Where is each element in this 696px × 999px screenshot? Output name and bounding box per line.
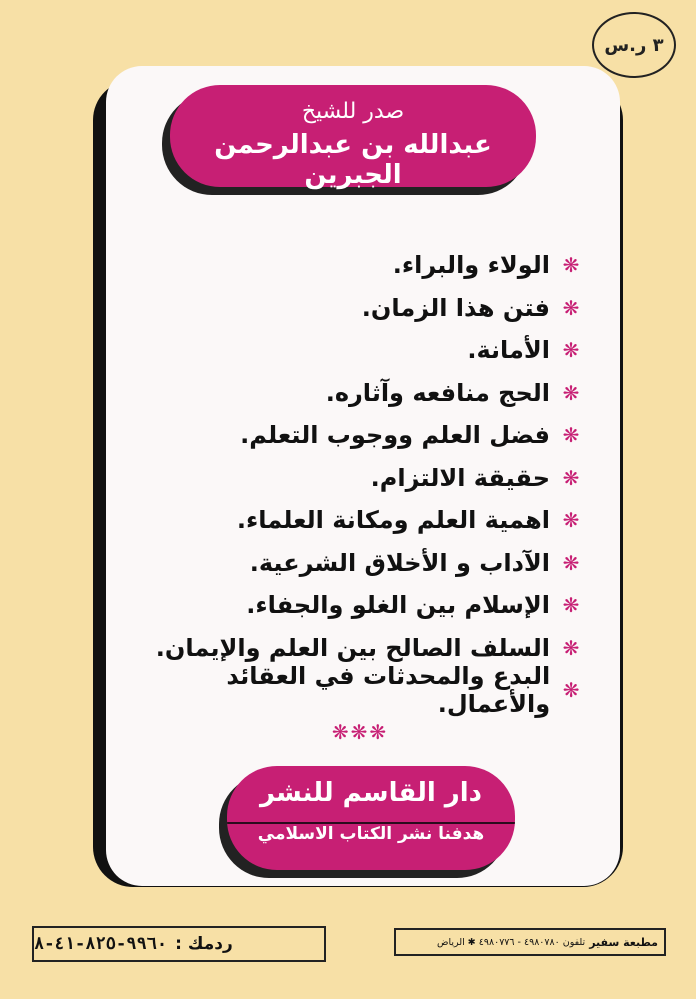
- printer-name: مطبعة سفير: [589, 935, 658, 949]
- flower-bullet-icon: ❋: [562, 508, 580, 533]
- topic-title: السلف الصالح بين العلم والإيمان.: [155, 633, 550, 662]
- flower-bullet-icon: ❋: [562, 380, 580, 405]
- author-banner: [170, 85, 536, 190]
- flower-bullet-icon: ❋: [562, 338, 580, 363]
- author-name: عبدالله بن عبدالرحمن الجبرين: [214, 130, 492, 190]
- list-item: [110, 244, 580, 287]
- separator-stars-icon: ❋❋❋: [331, 720, 389, 744]
- publisher-banner: [227, 766, 515, 870]
- flower-bullet-icon: ❋: [562, 253, 580, 278]
- list-item: [110, 499, 580, 542]
- flower-bullet-icon: ❋: [562, 635, 580, 660]
- list-item: [110, 372, 580, 415]
- flower-bullet-icon: ❋: [562, 423, 580, 448]
- publisher-name: دار القاسم للنشر: [259, 778, 483, 808]
- topic-title: الولاء والبراء.: [392, 251, 550, 280]
- author-prefix: صدر للشيخ: [301, 99, 405, 124]
- flower-bullet-icon: ❋: [562, 295, 580, 320]
- isbn-box: [32, 926, 326, 962]
- list-item: [110, 287, 580, 330]
- printer-box: [394, 928, 666, 956]
- list-item: [110, 414, 580, 457]
- list-item: [110, 662, 580, 719]
- flower-bullet-icon: ❋: [562, 550, 580, 575]
- list-item: [110, 329, 580, 372]
- topic-list: [110, 244, 580, 719]
- list-item: [110, 542, 580, 585]
- topic-title: اهمية العلم ومكانة العلماء.: [236, 506, 550, 535]
- topic-title: البدع والمحدثات في العقائد والأعمال.: [226, 662, 551, 719]
- topic-title: فتن هذا الزمان.: [361, 293, 550, 322]
- topic-title: الآداب و الأخلاق الشرعية.: [249, 548, 550, 577]
- topic-title: الإسلام بين الغلو والجفاء.: [246, 591, 550, 620]
- banner-divider: [227, 822, 515, 824]
- topic-title: فضل العلم ووجوب التعلم.: [240, 421, 550, 450]
- topic-title: الأمانة.: [467, 336, 550, 365]
- flower-bullet-icon: ❋: [562, 465, 580, 490]
- printer-info: تلفون ٤٩٨٠٧٨٠ - ٤٩٨٠٧٧٦ ✱ الرياض: [436, 936, 586, 948]
- isbn-value: ٩٩٦٠-٨٢٥-٤١-٨: [34, 934, 168, 954]
- price-tag: ٣ ر.س: [592, 12, 676, 78]
- list-item: [110, 584, 580, 627]
- publisher-slogan: هدفنا نشر الكتاب الاسلامي: [257, 824, 485, 844]
- flower-bullet-icon: ❋: [562, 593, 580, 618]
- flower-bullet-icon: ❋: [562, 678, 580, 703]
- topic-title: حقيقة الالتزام.: [370, 463, 550, 492]
- topic-title: الحج منافعه وآثاره.: [325, 378, 550, 407]
- list-item: [110, 457, 580, 500]
- isbn-label: ردمك :: [175, 934, 233, 954]
